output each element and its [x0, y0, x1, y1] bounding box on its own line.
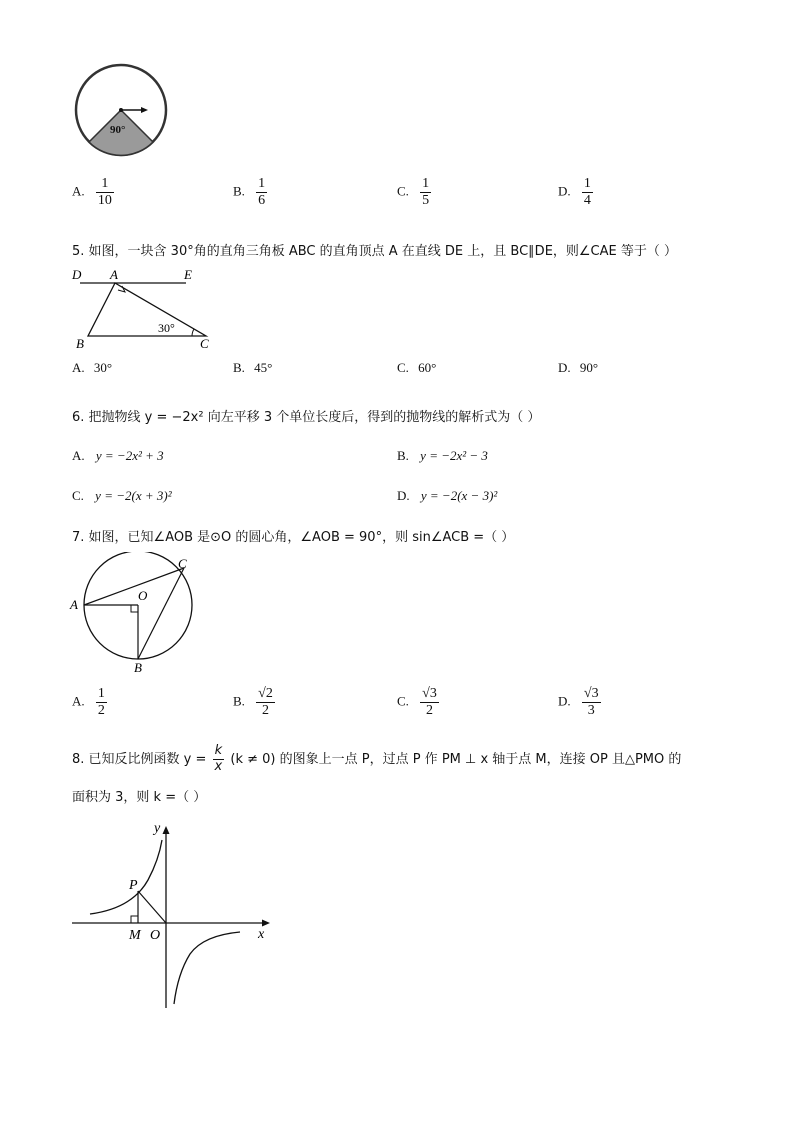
q7-option-d[interactable]	[558, 686, 601, 719]
option-letter: B.	[397, 448, 409, 463]
q6-option-b[interactable]	[397, 448, 488, 464]
option-letter: A.	[72, 183, 85, 199]
option-letter: A.	[72, 693, 85, 709]
numerator: √3	[420, 686, 439, 703]
option-letter: A.	[72, 448, 85, 463]
triangle-figure	[68, 264, 228, 354]
denominator: x	[214, 758, 223, 774]
option-letter: C.	[72, 488, 84, 503]
option-letter: D.	[558, 693, 571, 709]
label-c: C	[200, 336, 209, 351]
option-text: 60°	[418, 360, 437, 375]
q4-option-a[interactable]	[72, 176, 114, 209]
label-c: C	[178, 556, 187, 571]
q6-option-d[interactable]	[397, 488, 497, 504]
q6-stem: 6. 把抛物线 y = −2x² 向左平移 3 个单位长度后，得到的抛物线的解析式为（ ）	[72, 410, 541, 425]
q6-option-c[interactable]	[72, 488, 172, 504]
q7-option-a[interactable]	[72, 686, 107, 719]
label-p: P	[129, 878, 138, 893]
numerator: √3	[582, 686, 601, 703]
denominator: 4	[583, 193, 591, 209]
option-letter: C.	[397, 693, 409, 709]
option-letter: B.	[233, 360, 245, 375]
q5-option-c[interactable]	[397, 360, 436, 376]
axis-label-y: y	[154, 821, 161, 836]
option-letter: B.	[233, 183, 245, 199]
q8-stem-line2: 面积为 3，则 k =（ ）	[72, 790, 207, 805]
label-a: A	[70, 597, 78, 612]
label-o: O	[150, 928, 161, 943]
q4-option-c[interactable]	[397, 176, 431, 209]
option-text: 45°	[254, 360, 273, 375]
numerator: 1	[96, 176, 114, 193]
option-letter: C.	[397, 360, 409, 375]
axis-label-x: x	[258, 927, 265, 942]
hyperbola-figure	[68, 820, 278, 1012]
option-text: y = −2x² − 3	[420, 448, 488, 463]
option-letter: C.	[397, 183, 409, 199]
numerator: 1	[256, 176, 267, 193]
numerator: 1	[582, 176, 593, 193]
q8-stem-post: (k ≠ 0) 的图象上一点 P，过点 P 作 PM ⊥ x 轴于点 M，连接 OP 且△PMO 的	[230, 751, 682, 767]
option-text: y = −2(x + 3)²	[95, 488, 172, 503]
label-a: A	[110, 267, 118, 282]
label-b: B	[134, 660, 142, 675]
option-text: 90°	[579, 360, 599, 375]
label-d: D	[72, 267, 82, 282]
denominator: 2	[426, 703, 434, 719]
numerator: 1	[420, 176, 431, 193]
q5-stem: 5. 如图，一块含 30°角的直角三角板 ABC 的直角顶点 A 在直线 DE 上，且 BC∥DE，则∠CAE 等于（ ）	[72, 244, 678, 259]
numerator: √2	[256, 686, 275, 703]
q7-option-c[interactable]	[397, 686, 439, 719]
denominator: 6	[258, 193, 266, 209]
option-text: 30°	[93, 360, 113, 375]
label-o: O	[138, 588, 148, 603]
denominator: 2	[97, 703, 105, 719]
option-letter: D.	[558, 360, 571, 375]
label-e: E	[184, 267, 192, 282]
denominator: 10	[97, 193, 112, 209]
option-text: y = −2x² + 3	[95, 448, 164, 463]
q4-option-d[interactable]	[558, 176, 593, 209]
q5-option-d[interactable]	[558, 360, 598, 376]
label-m: M	[129, 928, 141, 943]
denominator: 3	[587, 703, 595, 719]
q7-stem: 7. 如图，已知∠AOB 是⊙O 的圆心角，∠AOB = 90°，则 sin∠ACB =（ ）	[72, 530, 515, 545]
option-letter: A.	[72, 360, 85, 375]
label-angle-30: 30°	[158, 321, 175, 335]
q8-stem-pre: 8. 已知反比例函数 y =	[72, 751, 207, 767]
circle-figure	[66, 552, 200, 676]
q8-stem	[72, 744, 681, 775]
denominator: 5	[422, 193, 430, 209]
option-text: y = −2(x − 3)²	[420, 488, 498, 503]
q5-option-b[interactable]	[233, 360, 272, 376]
option-letter: D.	[558, 183, 571, 199]
q5-option-a[interactable]	[72, 360, 112, 376]
denominator: 2	[262, 703, 270, 719]
q7-option-b[interactable]	[233, 686, 275, 719]
label-b: B	[76, 336, 84, 351]
numerator: 1	[96, 686, 107, 703]
option-letter: D.	[397, 488, 410, 503]
q4-option-b[interactable]	[233, 176, 267, 209]
option-letter: B.	[233, 693, 245, 709]
angle-label: 90°	[110, 124, 126, 136]
q6-option-a[interactable]	[72, 448, 164, 464]
spinner-figure	[70, 62, 174, 160]
numerator: k	[213, 744, 225, 760]
